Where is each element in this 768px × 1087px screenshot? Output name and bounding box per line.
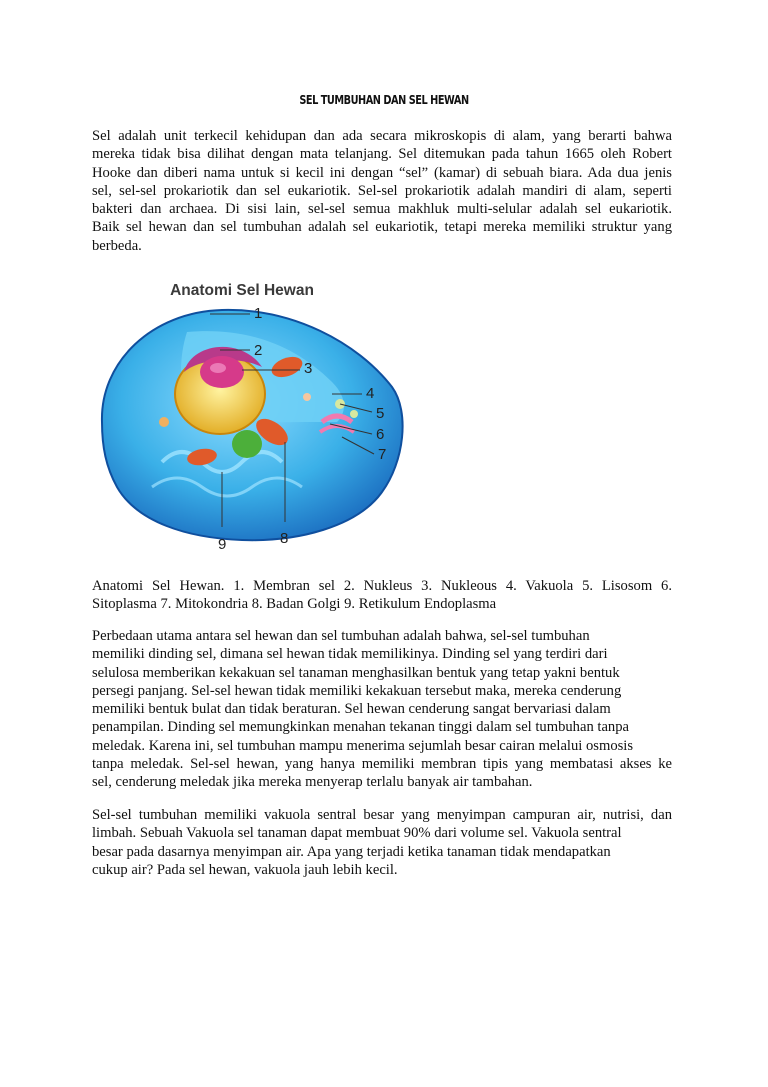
callout-label: 9 [218,536,227,553]
body-paragraph [92,627,672,792]
callout-label: 7 [378,446,387,463]
figure-title: Anatomi Sel Hewan [170,282,314,299]
text-line: bakteri dan archaea. Di sisi lain, sel-sel semua makhluk multi-selular adalah sel eukariotik. [92,201,672,218]
callout-label: 4 [366,385,375,402]
text-line: meledak. Karena ini, sel tumbuhan mampu menerima sejumlah besar cairan melalui osmosis [92,737,634,754]
callout-label: 6 [376,426,385,443]
animal-cell-illustration [92,272,410,562]
text-line: besar pada dasarnya menyimpan air. Apa yang terjadi ketika tanaman tidak mendapatkan [92,843,611,860]
body-paragraph [92,806,672,879]
callout-label: 5 [376,405,385,422]
figure-caption [92,577,672,614]
callout-label: 3 [304,360,313,377]
callout-label: 8 [280,530,289,547]
text-line: limbah. Sebuah Vakuola sel tanaman dapat membuat 90% dari volume sel. Vakuola sentral [92,825,622,842]
text-line: Hooke dan diberi nama untuk si kecil ini dengan “sel” (kamar) di sebuah biara. Ada dua jenis [92,164,672,181]
intro-paragraph [92,127,672,255]
text-line: memiliki dinding sel, dimana sel hewan tidak memilikinya. Dinding sel yang terdiri dari [92,646,608,663]
text-line: mereka tidak bisa dilihat dengan mata telanjang. Sel ditemukan pada tahun 1665 oleh Robert [92,146,672,163]
text-line: penampilan. Dinding sel memungkinkan menahan tekanan tinggi dalam sel tumbuhan tanpa [92,719,629,736]
text-line: Sel-sel tumbuhan memiliki vakuola sentral besar yang menyimpan campuran air, nutrisi, dan [92,807,672,823]
text-line: sel, cenderung meledak jika mereka menyerap terlalu banyak air tambahan. [92,774,533,791]
text-line: tanpa meledak. Sel-sel hewan, yang hanya memiliki membran tipis yang membatasi akses ke [92,756,672,773]
text-line: Perbedaan utama antara sel hewan dan sel tumbuhan adalah bahwa, sel-sel tumbuhan [92,628,590,644]
text-line: berbeda. [92,237,142,254]
text-line: persegi panjang. Sel-sel hewan tidak memiliki kekakuan tersebut maka, mereka cenderung [92,682,622,699]
text-line: Sitoplasma 7. Mitokondria 8. Badan Golgi 9. Retikulum Endoplasma [92,596,497,613]
text-line: sel, sel-sel prokariotik dan sel eukariotik. Sel-sel prokariotik adalah mandiri di alam, seperti [92,182,672,199]
document-title: SEL TUMBUHAN DAN SEL HEWAN [299,92,469,107]
animal-cell-figure [92,272,410,562]
text-line: memiliki bentuk bulat dan tidak beraturan. Sel hewan cenderung sangat bervariasi dalam [92,701,611,718]
text-line: Anatomi Sel Hewan. 1. Membran sel 2. Nukleus 3. Nukleous 4. Vakuola 5. Lisosom 6. [92,578,672,594]
text-line: selulosa memberikan kekakuan sel tanaman menghasilkan bentuk yang tetap yakni bentuk [92,664,620,681]
callout-label: 2 [254,342,263,359]
text-line: Sel adalah unit terkecil kehidupan dan ada secara mikroskopis di alam, yang berarti bahwa [92,128,672,144]
vacuole [232,430,262,458]
callout-label: 1 [254,305,263,322]
text-line: Baik sel hewan dan sel tumbuhan adalah sel eukariotik, tetapi mereka memiliki struktur yang [92,219,672,236]
text-line: cukup air? Pada sel hewan, vakuola jauh lebih kecil. [92,861,398,878]
